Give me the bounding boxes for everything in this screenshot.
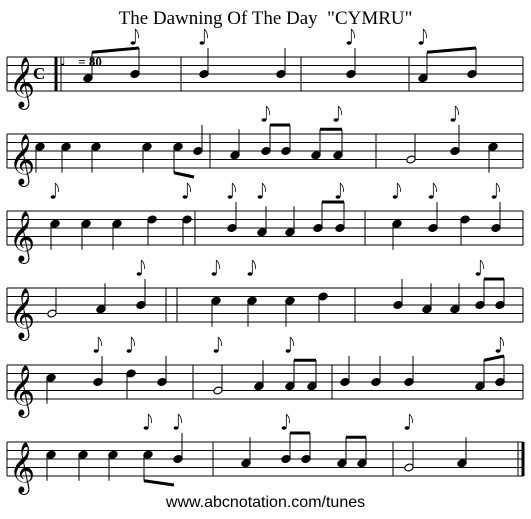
grace-note-flag xyxy=(262,183,265,192)
note-beam xyxy=(174,173,194,177)
grace-note-head xyxy=(258,195,263,199)
grace-note-flag xyxy=(131,337,134,346)
grace-note-head xyxy=(336,195,341,199)
grace-note-head xyxy=(144,426,149,430)
grace-note-flag xyxy=(187,183,190,192)
grace-note-flag xyxy=(423,29,426,38)
grace-note-flag xyxy=(216,260,219,269)
grace-note-head xyxy=(127,349,132,353)
grace-note-head xyxy=(214,349,219,353)
grace-note-flag xyxy=(148,414,151,423)
grace-note-flag xyxy=(218,337,221,346)
grace-note-head xyxy=(183,195,188,199)
grace-note-head xyxy=(174,426,179,430)
quarter-note-icon: ♩ xyxy=(60,54,75,70)
grace-note-flag xyxy=(55,183,58,192)
grace-note-flag xyxy=(141,260,144,269)
treble-clef-icon: 𝄞 xyxy=(9,57,36,108)
grace-note-flag xyxy=(500,337,503,346)
treble-clef-icon: 𝄞 xyxy=(9,211,36,262)
grace-note-flag xyxy=(480,260,483,269)
time-signature: C xyxy=(33,64,46,83)
grace-note-head xyxy=(137,272,142,276)
treble-clef-icon: 𝄞 xyxy=(9,365,36,416)
grace-note-flag xyxy=(252,260,255,269)
grace-note-head xyxy=(228,195,233,199)
note-beam xyxy=(92,48,139,52)
tune-title: The Dawning Of The Day "CYMRU" xyxy=(118,8,413,29)
treble-clef-icon: 𝄞 xyxy=(9,134,36,185)
grace-note-flag xyxy=(409,414,412,423)
tempo-value: = 80 xyxy=(78,54,102,69)
grace-note-flag xyxy=(340,183,343,192)
grace-note-head xyxy=(248,272,253,276)
treble-clef-icon: 𝄞 xyxy=(9,442,36,493)
grace-note-head xyxy=(451,118,456,122)
grace-note-head xyxy=(262,118,267,122)
grace-note-flag xyxy=(290,337,293,346)
grace-note-flag xyxy=(433,183,436,192)
grace-note-flag xyxy=(178,414,181,423)
grace-note-head xyxy=(131,41,136,45)
grace-note-head xyxy=(200,41,205,45)
grace-note-flag xyxy=(455,106,458,115)
grace-note-flag xyxy=(496,183,499,192)
grace-note-head xyxy=(393,195,398,199)
grace-note-flag xyxy=(204,29,207,38)
grace-note-head xyxy=(51,195,56,199)
grace-note-head xyxy=(496,349,501,353)
grace-note-flag xyxy=(232,183,235,192)
note-beam xyxy=(144,481,174,485)
footer-url[interactable]: www.abcnotation.com/tunes xyxy=(165,494,366,511)
grace-note-head xyxy=(94,349,99,353)
grace-note-head xyxy=(282,426,287,430)
grace-note-head xyxy=(429,195,434,199)
grace-note-flag xyxy=(397,183,400,192)
grace-note-head xyxy=(492,195,497,199)
grace-note-flag xyxy=(338,106,341,115)
note-beam xyxy=(427,48,476,52)
grace-note-flag xyxy=(98,337,101,346)
grace-note-head xyxy=(347,41,352,45)
treble-clef-icon: 𝄞 xyxy=(9,288,36,339)
grace-note-flag xyxy=(135,29,138,38)
grace-note-flag xyxy=(266,106,269,115)
note-beam xyxy=(484,356,504,360)
grace-note-head xyxy=(334,118,339,122)
grace-note-head xyxy=(212,272,217,276)
grace-note-flag xyxy=(286,414,289,423)
grace-note-flag xyxy=(351,29,354,38)
grace-note-head xyxy=(286,349,291,353)
grace-note-head xyxy=(476,272,481,276)
grace-note-head xyxy=(405,426,410,430)
grace-note-head xyxy=(419,41,424,45)
